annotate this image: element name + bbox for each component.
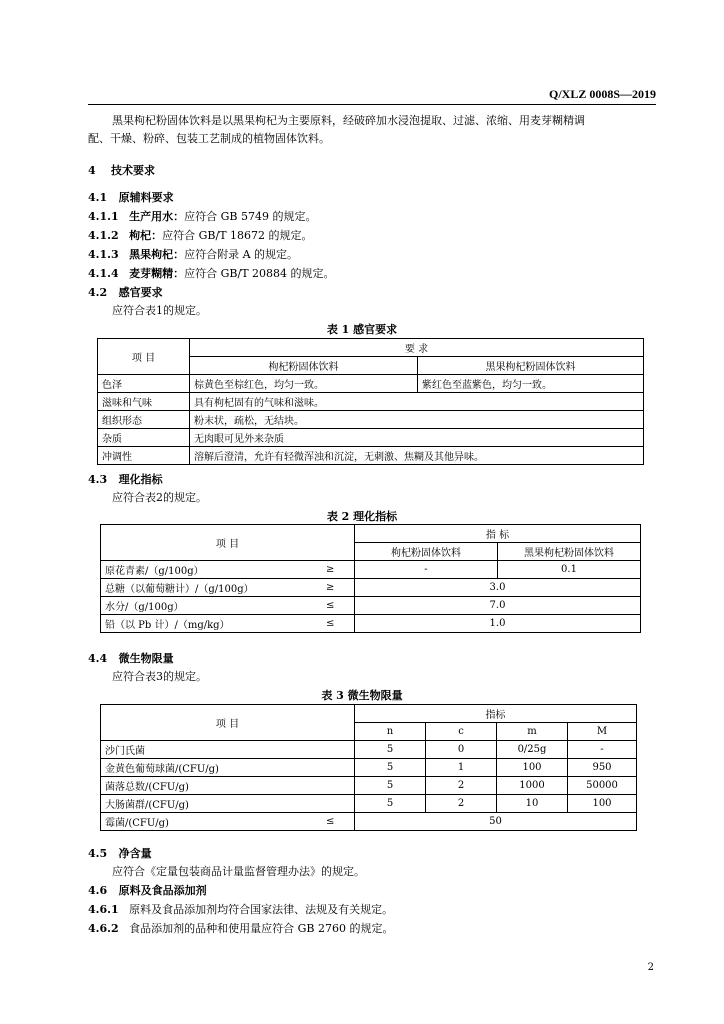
row-value-a: 棕黄色至棕红色，均匀一致。 [190, 375, 418, 393]
table-row [98, 429, 644, 447]
section-4-1-1 [88, 208, 316, 224]
section-4-4-text: 应符合表3的规定。 [112, 670, 207, 683]
row-M: 950 [568, 759, 637, 777]
table3-col-M: M [568, 723, 637, 741]
table1-caption: 表 1 感官要求 [326, 323, 398, 336]
row-symbol: ≤ [307, 813, 355, 831]
section-text: 应符合 GB/T 20884 的规定。 [184, 267, 335, 280]
section-title: 原料及食品添加剂 [118, 884, 207, 897]
section-title: 麦芽糊精： [129, 267, 185, 280]
section-4-1-4 [88, 265, 335, 281]
section-number: 4.1.3 [88, 248, 119, 261]
intro-line-1: 黑果枸杞粉固体饮料是以黑果枸杞为主要原料，经破碎加水浸泡提取、过滤、浓缩、用麦芽糊精调 [112, 114, 585, 127]
section-number: 4.1 [88, 191, 108, 204]
table1-head-item: 项 目 [98, 339, 190, 375]
section-number: 4.5 [88, 847, 108, 860]
table3-head-item: 项 目 [101, 705, 355, 741]
section-number: 4.1.4 [88, 267, 119, 280]
row-value: 粉末状，疏松，无结块。 [190, 411, 644, 429]
table3-col-n: n [355, 723, 426, 741]
section-number: 4.4 [88, 652, 108, 665]
row-m: 10 [497, 795, 568, 813]
table-row [101, 777, 637, 795]
row-value: 50 [355, 813, 637, 831]
page-number: 2 [647, 962, 654, 973]
section-4-1 [88, 189, 174, 205]
table-row [98, 375, 644, 393]
row-value: 3.0 [355, 579, 641, 597]
table-row [98, 411, 644, 429]
section-text: 应符合附录 A 的规定。 [184, 248, 299, 261]
table-row [101, 813, 637, 831]
table2-head-item: 项 目 [101, 525, 355, 561]
section-title: 生产用水： [129, 210, 185, 223]
row-item: 组织形态 [98, 411, 190, 429]
table-row [101, 579, 641, 597]
section-title: 枸杞： [129, 229, 163, 242]
row-value: 溶解后澄清，允许有轻微浑浊和沉淀，无刺激、焦糊及其他异味。 [190, 447, 644, 465]
row-item: 菌落总数/(CFU/g) [101, 777, 355, 795]
table1-sensory [97, 338, 644, 465]
row-n: 5 [355, 795, 426, 813]
table2-caption: 表 2 理化指标 [326, 510, 398, 523]
row-symbol: ≥ [307, 579, 355, 597]
section-text: 原料及食品添加剂均符合国家法律、法规及有关规定。 [129, 903, 394, 916]
row-n: 5 [355, 777, 426, 795]
section-number: 4 [88, 164, 96, 177]
section-number: 4.6.2 [88, 922, 119, 935]
section-title: 原辅料要求 [118, 191, 174, 204]
row-m: 1000 [497, 777, 568, 795]
row-item: 霉菌/(CFU/g) [101, 813, 307, 831]
row-M: - [568, 741, 637, 759]
section-number: 4.2 [88, 286, 108, 299]
section-text: 食品添加剂的品种和使用量应符合 GB 2760 的规定。 [129, 922, 394, 935]
row-c: 1 [426, 759, 497, 777]
row-item: 滋味和气味 [98, 393, 190, 411]
section-number: 4.6 [88, 884, 108, 897]
table1-col2: 黑果枸杞粉固体饮料 [418, 357, 644, 375]
row-c: 2 [426, 795, 497, 813]
table-row [101, 615, 641, 633]
row-item: 水分/（g/100g） [101, 597, 307, 615]
table3-head-index: 指标 [355, 705, 637, 723]
section-4-3 [88, 471, 163, 487]
table-row [101, 597, 641, 615]
row-item: 金黄色葡萄球菌/(CFU/g) [101, 759, 355, 777]
row-symbol: ≥ [307, 561, 355, 579]
row-item: 冲调性 [98, 447, 190, 465]
row-item: 原花青素/（g/100g） [101, 561, 307, 579]
row-item: 铅（以 Pb 计）/（mg/kg） [101, 615, 307, 633]
table2-physicochemical [100, 524, 641, 633]
section-number: 4.6.1 [88, 903, 119, 916]
row-symbol: ≤ [307, 597, 355, 615]
section-title: 理化指标 [118, 473, 163, 486]
section-title: 净含量 [118, 847, 152, 860]
row-value-b: 紫红色至蓝紫色，均匀一致。 [418, 375, 644, 393]
row-item: 色泽 [98, 375, 190, 393]
table-row [101, 561, 641, 579]
table-row [101, 741, 637, 759]
section-4-5-text: 应符合《定量包装商品计量监督管理办法》的规定。 [112, 865, 365, 878]
row-c: 0 [426, 741, 497, 759]
section-title: 黑果枸杞： [129, 248, 185, 261]
row-value-b: 0.1 [498, 561, 641, 579]
table2-head-index: 指 标 [355, 525, 641, 543]
header-rule [88, 104, 656, 105]
section-4 [88, 162, 155, 178]
table-row [98, 393, 644, 411]
row-value: 具有枸杞固有的气味和滋味。 [190, 393, 644, 411]
section-number: 4.1.1 [88, 210, 119, 223]
section-4-1-3 [88, 246, 298, 262]
section-4-6-1 [88, 901, 393, 917]
row-c: 2 [426, 777, 497, 795]
table3-col-m: m [497, 723, 568, 741]
row-item: 杂质 [98, 429, 190, 447]
row-m: 0/25g [497, 741, 568, 759]
section-number: 4.1.2 [88, 229, 119, 242]
row-value: 7.0 [355, 597, 641, 615]
table2-col2: 黑果枸杞粉固体饮料 [498, 543, 641, 561]
table1-head-req: 要 求 [190, 339, 644, 357]
section-4-2-text: 应符合表1的规定。 [112, 304, 207, 317]
row-value: 无肉眼可见外来杂质 [190, 429, 644, 447]
row-value-a: - [355, 561, 498, 579]
row-M: 50000 [568, 777, 637, 795]
row-n: 5 [355, 741, 426, 759]
table-row [101, 759, 637, 777]
row-M: 100 [568, 795, 637, 813]
section-text: 应符合 GB/T 18672 的规定。 [162, 229, 313, 242]
row-m: 100 [497, 759, 568, 777]
section-title: 技术要求 [110, 164, 155, 177]
table-row [101, 795, 637, 813]
section-number: 4.3 [88, 473, 108, 486]
section-title: 感官要求 [118, 286, 163, 299]
section-4-4 [88, 650, 174, 666]
section-4-6-2 [88, 920, 393, 936]
table3-caption: 表 3 微生物限量 [321, 689, 403, 702]
intro-line-2: 配、干燥、粉碎、包装工艺制成的植物固体饮料。 [88, 132, 330, 145]
section-title: 微生物限量 [118, 652, 174, 665]
section-4-6 [88, 882, 207, 898]
section-4-2 [88, 284, 163, 300]
table3-col-c: c [426, 723, 497, 741]
row-item: 总糖（以葡萄糖计）/（g/100g） [101, 579, 307, 597]
row-item: 沙门氏菌 [101, 741, 355, 759]
row-item: 大肠菌群/(CFU/g) [101, 795, 355, 813]
section-4-1-2 [88, 227, 313, 243]
row-symbol: ≤ [307, 615, 355, 633]
section-text: 应符合 GB 5749 的规定。 [184, 210, 317, 223]
table2-col1: 枸杞粉固体饮料 [355, 543, 498, 561]
table1-col1: 枸杞粉固体饮料 [190, 357, 418, 375]
row-n: 5 [355, 759, 426, 777]
section-4-5 [88, 845, 152, 861]
table-row [98, 447, 644, 465]
standard-number: Q/XLZ 0008S—2019 [548, 87, 656, 101]
row-value: 1.0 [355, 615, 641, 633]
table3-microbial [100, 704, 637, 831]
section-4-3-text: 应符合表2的规定。 [112, 491, 207, 504]
